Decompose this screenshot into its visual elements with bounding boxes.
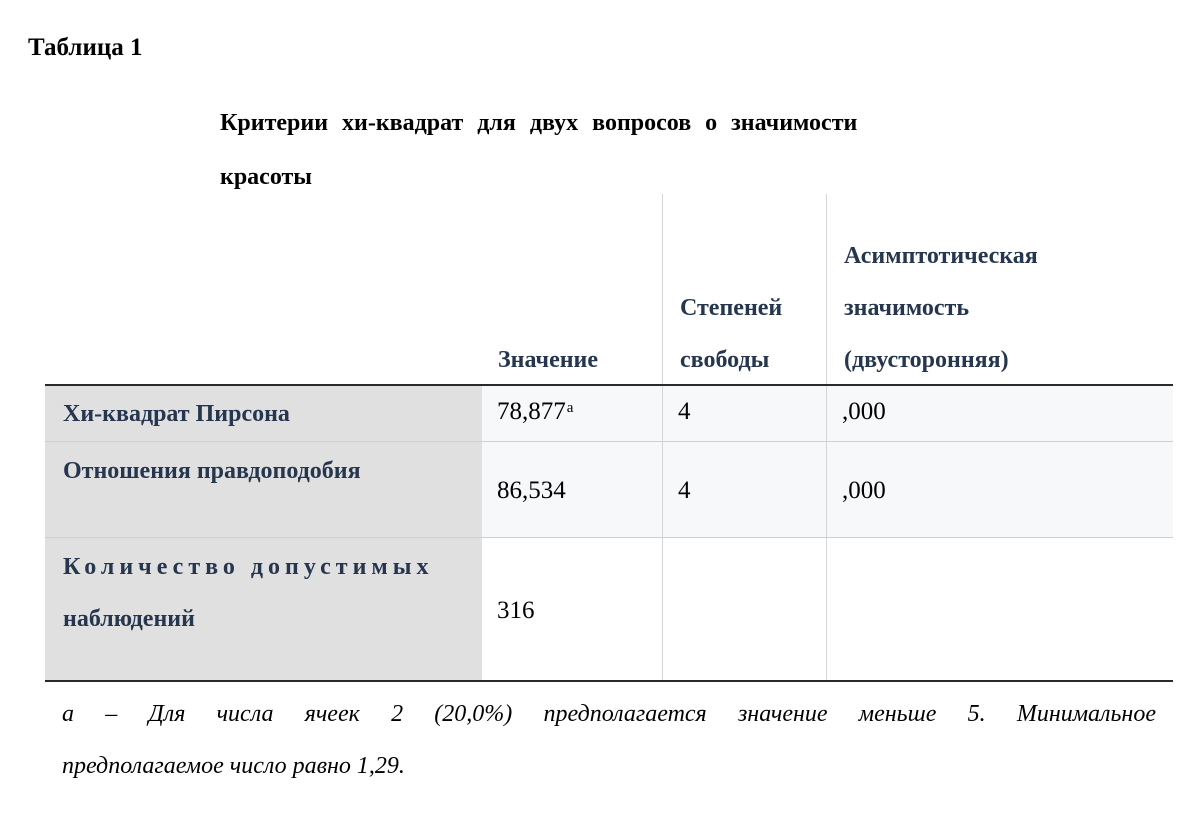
table-title-line-1: Критерии хи-квадрат для двух вопросов о значимости <box>220 110 858 136</box>
row-divider <box>45 537 1173 538</box>
column-divider <box>826 194 827 681</box>
row-label-line-1: Количество допустимых <box>63 554 434 580</box>
value-number: 78,877 <box>497 398 566 425</box>
row-data-cell <box>482 386 1173 441</box>
header-degrees-of-freedom <box>680 282 782 386</box>
header-df-line-1: Степеней <box>680 295 783 321</box>
row-label: Хи-квадрат Пирсона <box>63 401 290 427</box>
header-asymptotic-significance <box>844 230 1038 386</box>
header-sig-line-2: значимость <box>844 295 970 321</box>
table-label: Таблица 1 <box>28 34 143 61</box>
row-data-cell <box>482 537 1173 681</box>
bottom-rule <box>45 680 1173 682</box>
row-label: Отношения правдоподобия <box>63 458 361 484</box>
header-sig-line-1: Асимптотическая <box>844 243 1038 269</box>
table-footnote <box>62 688 1156 792</box>
cell-value <box>497 398 573 426</box>
header-rule <box>45 384 1173 386</box>
cell-value: 316 <box>497 597 535 624</box>
table-row-likelihood-ratio <box>45 441 1173 537</box>
row-label-line-2: наблюдений <box>63 606 195 632</box>
row-data-cell <box>482 441 1173 537</box>
cell-df: 4 <box>678 398 691 425</box>
column-divider <box>662 194 663 681</box>
header-value: Значение <box>498 347 599 373</box>
table-row-pearson <box>45 386 1173 441</box>
cell-value: 86,534 <box>497 477 566 504</box>
footnote-line-1: а – Для числа ячеек 2 (20,0%) предполагается значение меньше 5. Минимальное <box>62 701 1156 727</box>
cell-sig: ,000 <box>842 477 886 504</box>
cell-sig: ,000 <box>842 398 886 425</box>
row-divider <box>45 441 1173 442</box>
value-footnote-mark: a <box>566 400 574 416</box>
table-title-line-2: красоты <box>220 164 313 190</box>
header-df-line-2: свободы <box>680 347 770 373</box>
cell-df: 4 <box>678 477 691 504</box>
header-sig-line-3: (двусторонняя) <box>844 347 1009 373</box>
footnote-line-2: предполагаемое число равно 1,29. <box>62 753 405 779</box>
table-row-valid-observations <box>45 537 1173 681</box>
table-title <box>220 96 980 204</box>
